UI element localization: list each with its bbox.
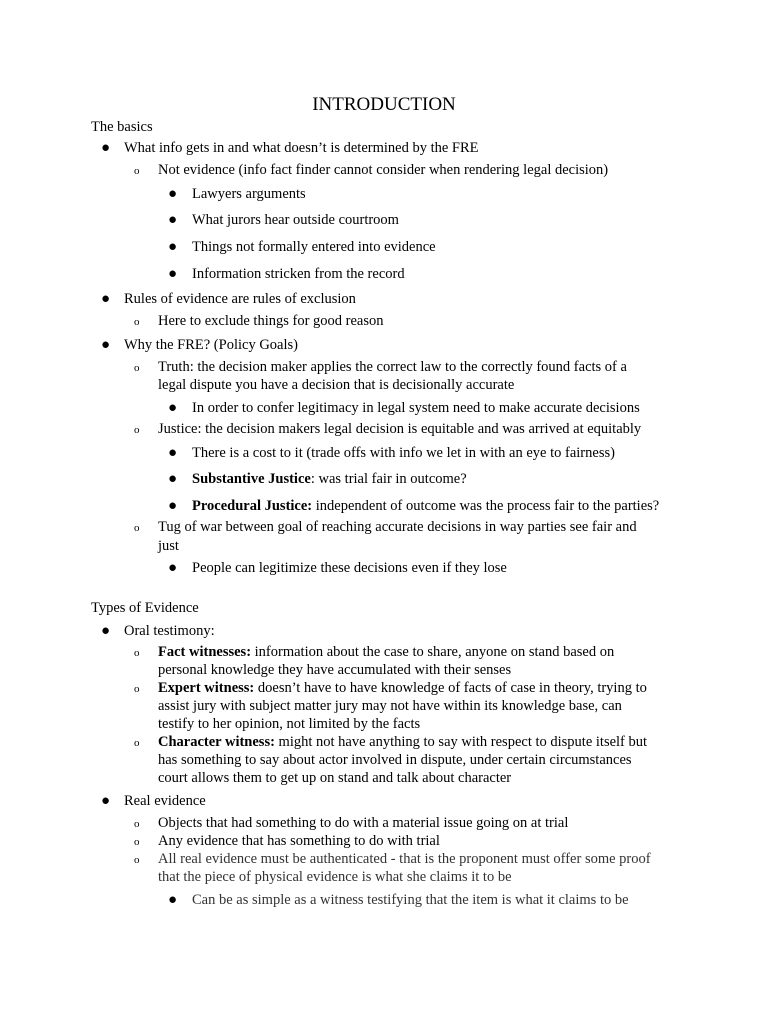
term-expert-witness: Expert witness:	[158, 680, 255, 696]
term-substantive-justice: Substantive Justice	[192, 471, 311, 487]
list-item: Truth: the decision maker applies the correct law to the correctly found facts of a	[158, 359, 627, 375]
term-procedural-justice: Procedural Justice:	[192, 498, 313, 514]
sub-bullet-icon: o	[134, 683, 140, 695]
sub-bullet-icon: o	[134, 316, 140, 328]
list-item-continuation: testify to her opinion, not limited by the facts	[158, 716, 421, 732]
bullet-icon: ●	[168, 212, 178, 228]
list-item: Things not formally entered into evidence	[192, 239, 436, 255]
list-item: People can legitimize these decisions even if they lose	[192, 560, 507, 576]
bullet-icon: ●	[101, 623, 111, 639]
bullet-icon: ●	[168, 445, 178, 461]
list-item-continuation: just	[158, 538, 179, 554]
list-item: What jurors hear outside courtroom	[192, 212, 399, 228]
list-item: Can be as simple as a witness testifying that the item is what it claims to be	[192, 892, 629, 908]
sub-bullet-icon: o	[134, 836, 140, 848]
list-item	[158, 733, 647, 751]
list-item: What info gets in and what doesn’t is determined by the FRE	[124, 140, 479, 156]
sub-bullet-icon: o	[134, 362, 140, 374]
definition-text: independent of outcome was the process fair to the parties?	[312, 498, 660, 514]
bullet-icon: ●	[101, 140, 111, 156]
bullet-icon: ●	[168, 498, 178, 514]
bullet-icon: ●	[101, 337, 111, 353]
list-item-continuation: legal dispute you have a decision that is decisionally accurate	[158, 377, 515, 393]
sub-bullet-icon: o	[134, 522, 140, 534]
list-item: There is a cost to it (trade offs with info we let in with an eye to fairness)	[192, 445, 615, 461]
bullet-icon: ●	[168, 892, 178, 908]
bullet-icon: ●	[168, 400, 178, 416]
list-item: Not evidence (info fact finder cannot consider when rendering legal decision)	[158, 162, 609, 178]
list-item: Tug of war between goal of reaching accurate decisions in way parties see fair and	[158, 519, 637, 535]
list-item	[158, 679, 647, 697]
list-item: Oral testimony:	[124, 623, 215, 639]
section-heading-basics: The basics	[91, 119, 153, 135]
bullet-icon: ●	[168, 186, 178, 202]
definition-text: : was trial fair in outcome?	[310, 471, 467, 487]
list-item: Real evidence	[124, 793, 206, 809]
list-item: Here to exclude things for good reason	[158, 313, 384, 329]
section-heading-types: Types of Evidence	[91, 600, 199, 616]
sub-bullet-icon: o	[134, 818, 140, 830]
list-item: Lawyers arguments	[192, 186, 306, 202]
sub-bullet-icon: o	[134, 737, 140, 749]
definition-text: information about the case to share, anyone on stand based on	[251, 644, 615, 660]
sub-bullet-icon: o	[134, 165, 140, 177]
list-item: Rules of evidence are rules of exclusion	[124, 291, 356, 307]
list-item: All real evidence must be authenticated - that is the proponent must offer some proof	[158, 851, 651, 867]
list-item-continuation: personal knowledge they have accumulated with their senses	[158, 662, 512, 678]
term-character-witness: Character witness:	[158, 734, 275, 750]
bullet-icon: ●	[101, 291, 111, 307]
list-item: Why the FRE? (Policy Goals)	[124, 337, 298, 353]
bullet-icon: ●	[168, 266, 178, 282]
list-item: Justice: the decision makers legal decision is equitable and was arrived at equitably	[158, 421, 642, 437]
term-fact-witnesses: Fact witnesses:	[158, 644, 252, 660]
definition-text: doesn’t have to have knowledge of facts of case in theory, trying to	[254, 680, 647, 696]
list-item-continuation: has something to say about actor involved in dispute, under certain circumstances	[158, 752, 632, 768]
list-item-continuation: that the piece of physical evidence is what she claims it to be	[158, 869, 512, 885]
bullet-icon: ●	[101, 793, 111, 809]
list-item: Any evidence that has something to do with trial	[158, 833, 440, 849]
bullet-icon: ●	[168, 560, 178, 576]
list-item	[192, 497, 659, 515]
sub-bullet-icon: o	[134, 647, 140, 659]
list-item-continuation: assist jury with subject matter jury may not have within its knowledge base, can	[158, 698, 622, 714]
sub-bullet-icon: o	[134, 854, 140, 866]
list-item	[158, 643, 614, 661]
list-item	[192, 470, 467, 488]
page-title: INTRODUCTION	[312, 94, 456, 115]
list-item: Information stricken from the record	[192, 266, 405, 282]
sub-bullet-icon: o	[134, 424, 140, 436]
list-item-continuation: court allows them to get up on stand and talk about character	[158, 770, 512, 786]
list-item: In order to confer legitimacy in legal system need to make accurate decisions	[192, 400, 640, 416]
definition-text: might not have anything to say with respect to dispute itself but	[274, 734, 648, 750]
bullet-icon: ●	[168, 239, 178, 255]
bullet-icon: ●	[168, 471, 178, 487]
list-item: Objects that had something to do with a material issue going on at trial	[158, 815, 569, 831]
